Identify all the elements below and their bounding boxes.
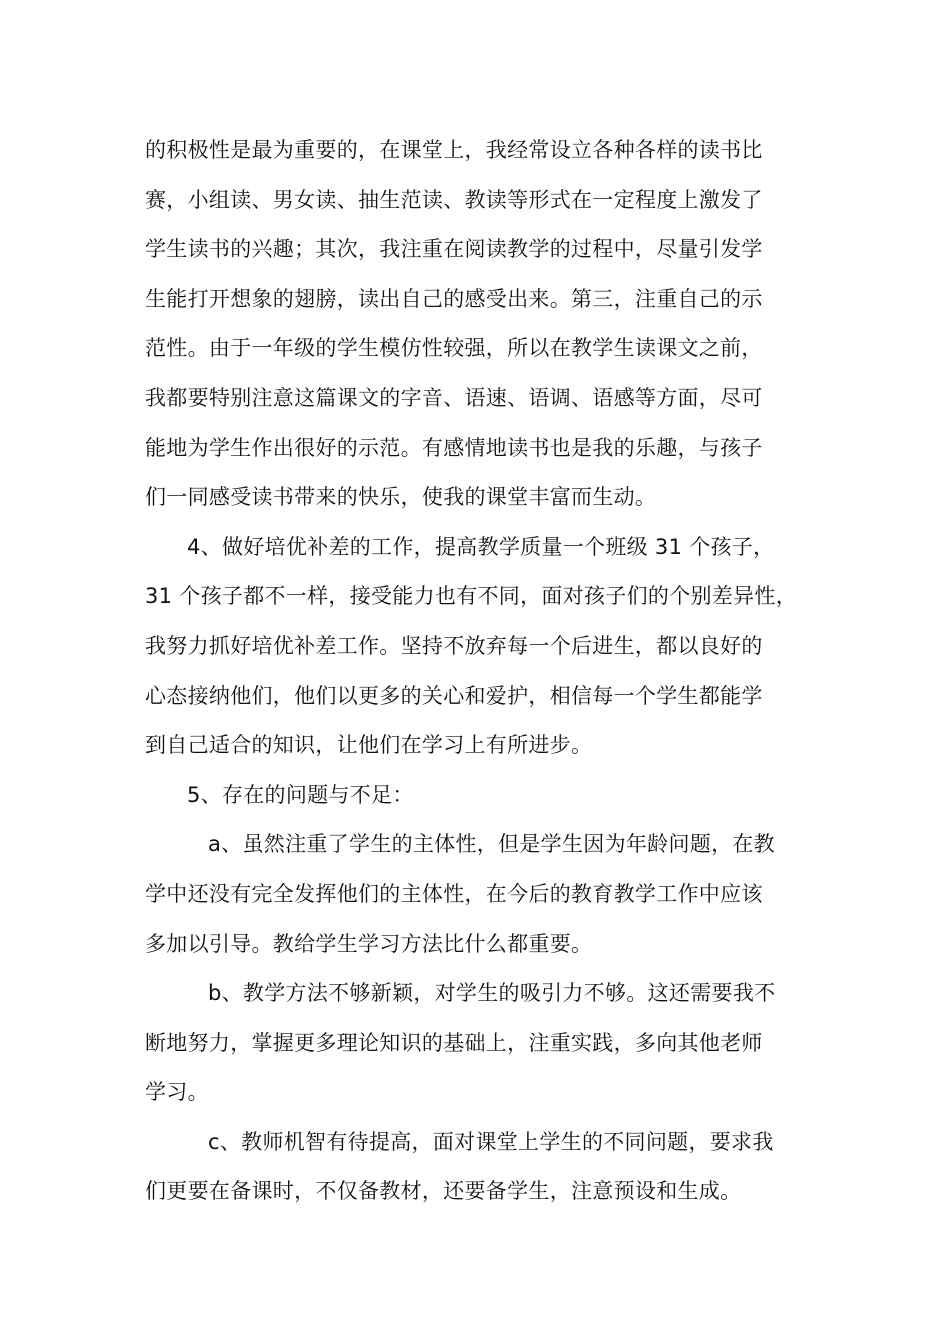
paragraph-line: 们一同感受读书带来的快乐，使我的课堂丰富而生动。 (145, 485, 657, 510)
paragraph-line: 赛，小组读、男女读、抽生范读、教读等形式在一定程度上激发了 (145, 187, 763, 212)
item-c-line: c、教师机智有待提高，面对课堂上学生的不同问题，要求我 (208, 1129, 774, 1154)
item-b-line: b、教学方法不够新颖，对学生的吸引力不够。这还需要我不 (208, 981, 776, 1006)
section-4-heading-line: 4、做好培优补差的工作，提高教学质量一个班级 31 个孩子， (187, 534, 775, 559)
paragraph-line: 我都要特别注意这篇课文的字音、语速、语调、语感等方面，尽可 (145, 385, 763, 410)
paragraph-line: 心态接纳他们，他们以更多的关心和爱护，相信每一个学生都能学 (145, 683, 763, 708)
paragraph-line: 学中还没有完全发挥他们的主体性，在今后的教育教学工作中应该 (145, 881, 763, 906)
paragraph-line: 们更要在备课时，不仅备教材，还要备学生，注意预设和生成。 (145, 1179, 742, 1204)
paragraph-line: 范性。由于一年级的学生模仿性较强，所以在教学生读课文之前， (145, 336, 763, 361)
document-body (145, 126, 805, 1217)
paragraph-line: 断地努力，掌握更多理论知识的基础上，注重实践，多向其他老师 (145, 1030, 763, 1055)
paragraph-line: 生能打开想象的翅膀，读出自己的感受出来。第三，注重自己的示 (145, 286, 763, 311)
paragraph-line: 31 个孩子都不一样，接受能力也有不同，面对孩子们的个别差异性， (145, 584, 797, 609)
paragraph-line: 学习。 (145, 1080, 209, 1105)
paragraph-line: 多加以引导。教给学生学习方法比什么都重要。 (145, 931, 593, 956)
item-a-line: a、虽然注重了学生的主体性，但是学生因为年龄问题，在教 (208, 832, 775, 857)
paragraph-line: 学生读书的兴趣；其次，我注重在阅读教学的过程中，尽量引发学 (145, 237, 763, 262)
paragraph-line: 我努力抓好培优补差工作。坚持不放弃每一个后进生，都以良好的 (145, 633, 763, 658)
paragraph-line: 能地为学生作出很好的示范。有感情地读书也是我的乐趣，与孩子 (145, 435, 763, 460)
paragraph-line: 的积极性是最为重要的，在课堂上，我经常设立各种各样的读书比 (145, 138, 763, 162)
section-5-heading: 5、存在的问题与不足： (187, 782, 414, 807)
paragraph-line: 到自己适合的知识，让他们在学习上有所进步。 (145, 733, 593, 758)
